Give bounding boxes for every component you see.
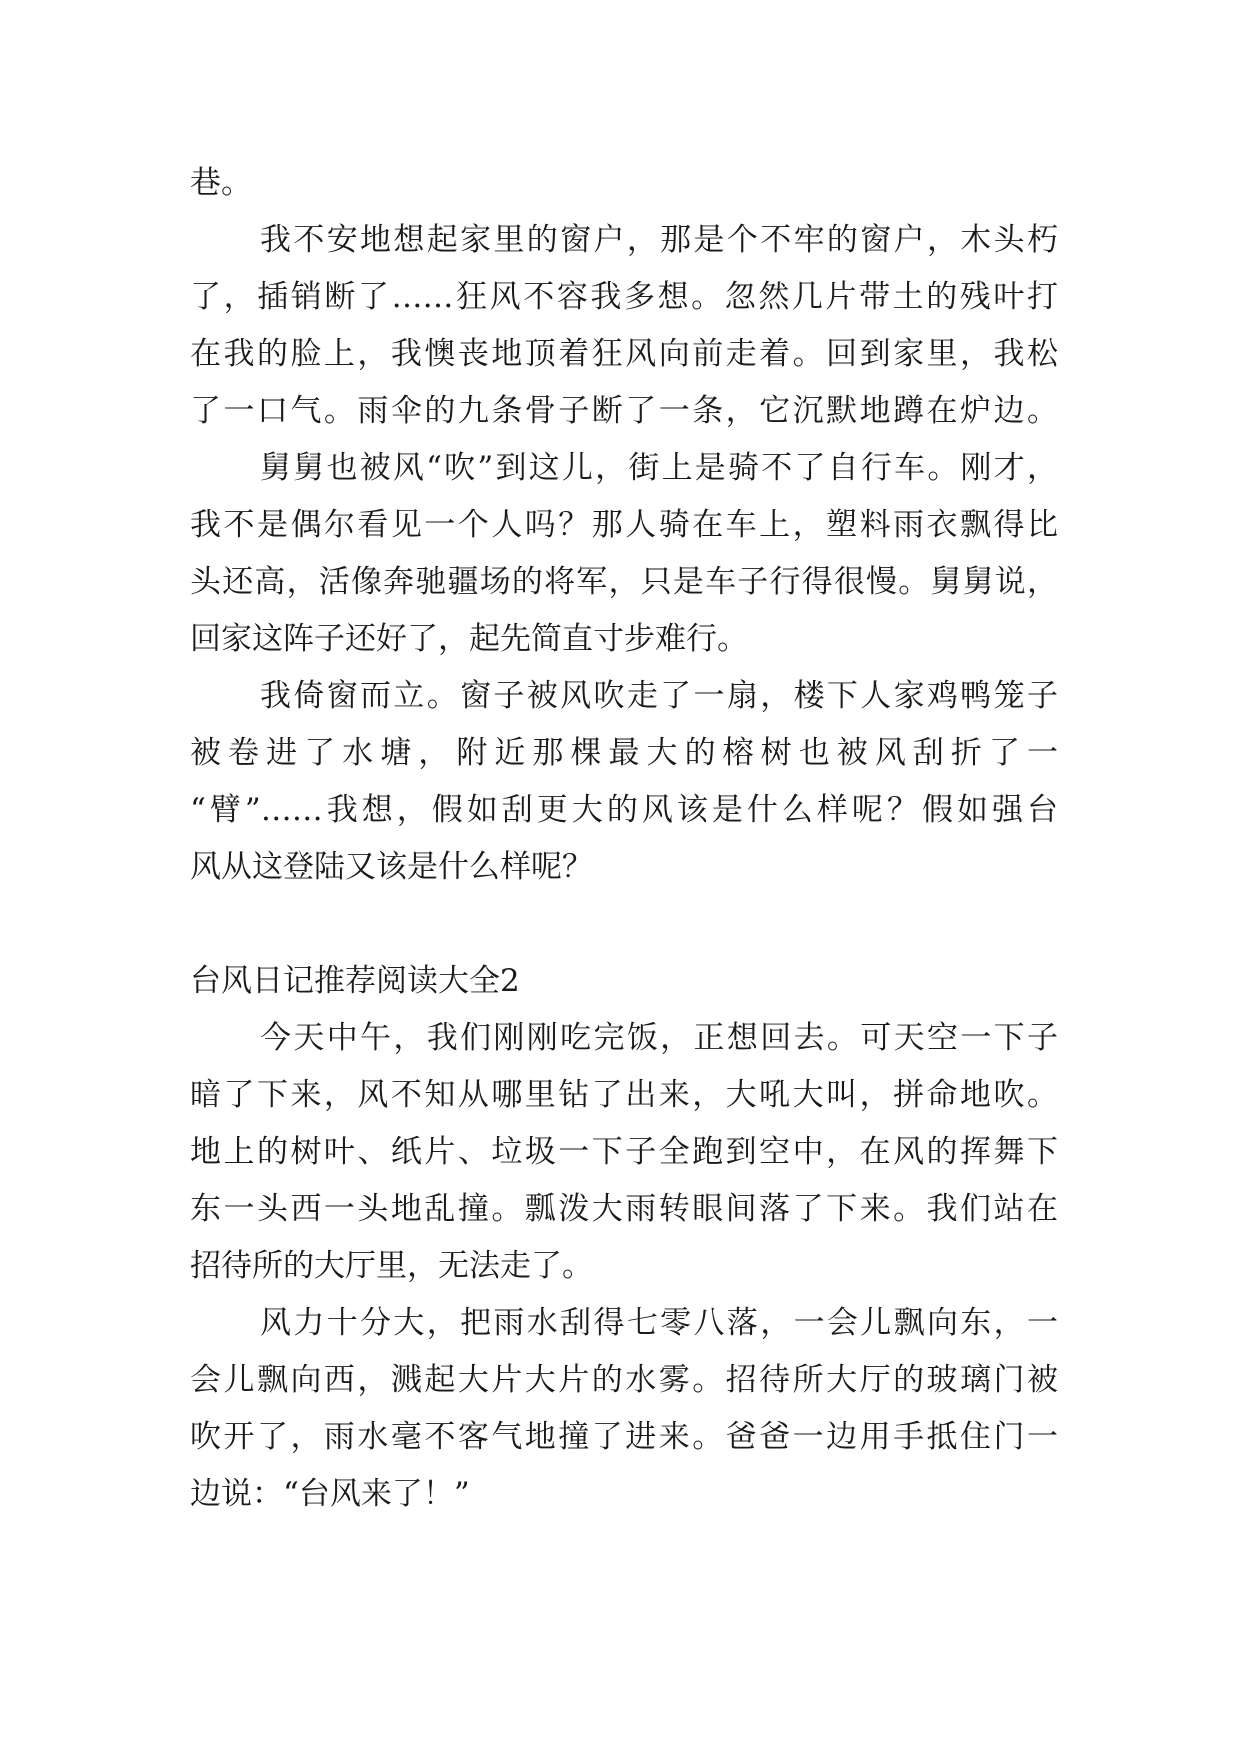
text-line: 地上的树叶、纸片、垃圾一下子全跑到空中，在风的挥舞下 bbox=[190, 1134, 1058, 1170]
text-line: 吹开了，雨水毫不客气地撞了进来。爸爸一边用手抵住门一 bbox=[190, 1419, 1058, 1455]
text-line: 风从这登陆又该是什么样呢？ bbox=[190, 849, 593, 885]
text-line: 边说：“台风来了！” bbox=[190, 1476, 470, 1512]
text-line: 今天中午，我们刚刚吃完饭，正想回去。可天空一下子 bbox=[260, 1020, 1058, 1056]
text-line: 我不安地想起家里的窗户，那是个不牢的窗户，木头朽 bbox=[260, 222, 1058, 258]
text-line: 被卷进了水塘，附近那棵最大的榕树也被风刮折了一 bbox=[190, 735, 1058, 771]
section-heading: 台风日记推荐阅读大全2 bbox=[190, 963, 520, 999]
text-line: 我倚窗而立。窗子被风吹走了一扇，楼下人家鸡鸭笼子 bbox=[260, 678, 1058, 714]
text-line: 了一口气。雨伞的九条骨子断了一条，它沉默地蹲在炉边。 bbox=[190, 393, 1058, 429]
text-line: 我不是偶尔看见一个人吗？那人骑在车上，塑料雨衣飘得比 bbox=[190, 507, 1058, 543]
text-line: 了，插销断了……狂风不容我多想。忽然几片带土的残叶打 bbox=[190, 279, 1058, 315]
text-line: “臂”……我想，假如刮更大的风该是什么样呢？假如强台 bbox=[190, 792, 1058, 828]
text-line: 舅舅也被风“吹”到这儿，街上是骑不了自行车。刚才， bbox=[260, 450, 1058, 486]
text-line: 风力十分大，把雨水刮得七零八落，一会儿飘向东，一 bbox=[260, 1305, 1058, 1341]
text-line: 招待所的大厅里，无法走了。 bbox=[190, 1248, 593, 1284]
text-line: 会儿飘向西，溅起大片大片的水雾。招待所大厅的玻璃门被 bbox=[190, 1362, 1058, 1398]
text-line: 巷。 bbox=[190, 165, 252, 201]
text-line: 在我的脸上，我懊丧地顶着狂风向前走着。回到家里，我松 bbox=[190, 336, 1058, 372]
text-line: 回家这阵子还好了，起先简直寸步难行。 bbox=[190, 621, 748, 657]
text-line: 头还高，活像奔驰疆场的将军，只是车子行得很慢。舅舅说， bbox=[190, 564, 1058, 600]
text-line: 暗了下来，风不知从哪里钻了出来，大吼大叫，拼命地吹。 bbox=[190, 1077, 1058, 1113]
text-line: 东一头西一头地乱撞。瓢泼大雨转眼间落了下来。我们站在 bbox=[190, 1191, 1058, 1227]
